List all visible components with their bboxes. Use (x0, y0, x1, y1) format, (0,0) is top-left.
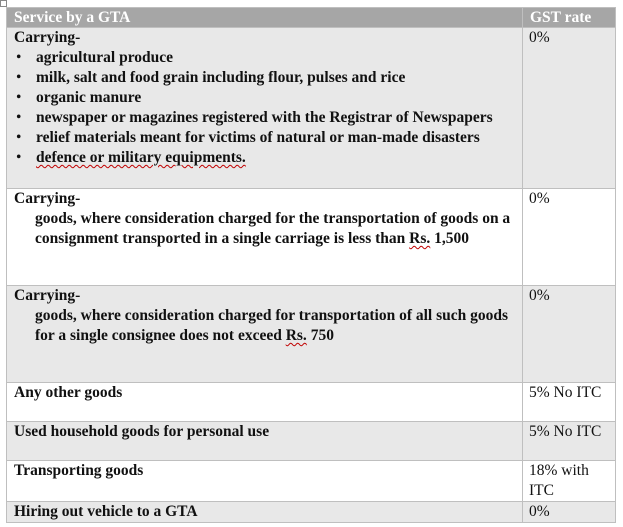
service-cell (7, 286, 523, 383)
service-cell: Any other goods (7, 383, 523, 422)
detail-text: goods, where consideration charged for transportation of all such goods for a single consignee does not exceed (35, 307, 509, 344)
rate-cell: 5% No ITC (523, 422, 616, 461)
table-row (7, 286, 616, 383)
window-corner-marker (0, 0, 7, 7)
table-row (7, 422, 616, 461)
service-title: Carrying- (14, 287, 81, 304)
list-item: • relief materials meant for victims of natural or man-made disasters (36, 128, 515, 148)
service-title: Carrying- (14, 190, 81, 207)
list-item: • agricultural produce (36, 48, 515, 68)
service-cell (7, 189, 523, 286)
rate-cell: 5% No ITC (523, 383, 616, 422)
list-item: • milk, salt and food grain including flour, pulses and rice (36, 68, 515, 88)
service-cell (7, 28, 523, 189)
rate-cell: 0% (523, 189, 616, 286)
detail-amount: 1,500 (430, 230, 470, 247)
rate-cell: 0% (523, 286, 616, 383)
service-cell: Transporting goods (7, 461, 523, 502)
table-row (7, 189, 616, 286)
goods-list (14, 48, 515, 168)
service-title: Carrying- (14, 29, 81, 46)
rate-cell: 0% (523, 502, 616, 523)
header-service: Service by a GTA (7, 8, 523, 28)
header-gst-rate: GST rate (523, 8, 616, 28)
rate-cell: 0% (523, 28, 616, 189)
list-item: • defence or military equipments. (36, 148, 515, 168)
service-cell: Used household goods for personal use (7, 422, 523, 461)
table-header-row (7, 8, 616, 28)
service-detail (14, 306, 515, 346)
table-row (7, 461, 616, 502)
service-detail (14, 209, 515, 249)
list-item: • newspaper or magazines registered with the Registrar of Newspapers (36, 108, 515, 128)
detail-amount: 750 (306, 327, 334, 344)
table-row (7, 28, 616, 189)
list-item: • organic manure (36, 88, 515, 108)
table-row (7, 502, 616, 523)
gst-rate-table (6, 7, 616, 523)
detail-text: goods, where consideration charged for the transportation of goods on a consignment transported in a single carriage is less than (35, 210, 511, 247)
rate-cell: 18% with ITC (523, 461, 616, 502)
currency-abbr: Rs. (409, 230, 431, 247)
service-cell: Hiring out vehicle to a GTA (7, 502, 523, 523)
currency-abbr: Rs. (285, 327, 307, 344)
table-row (7, 383, 616, 422)
